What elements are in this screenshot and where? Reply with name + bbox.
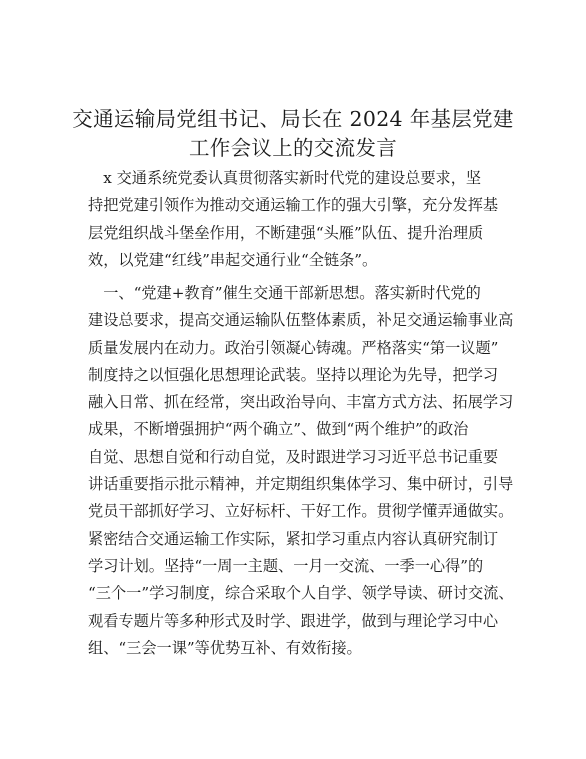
text-line: 观看专题片等多种形式及时学、跟进学，做到与理论学习中心 <box>88 611 499 630</box>
text-line: “三个一”学习制度，综合采取个人自学、领学导读、研讨交流、 <box>88 584 514 603</box>
text-line: 学习计划。坚持“一周一主题、一月一交流、一季一心得”的 <box>88 556 484 575</box>
paragraph-section-1 <box>88 280 514 662</box>
text-line: 效，以党建“红线”串起交通行业“全链条”。 <box>88 250 378 269</box>
text-line: 持把党建引领作为推动交通运输工作的强大引擎，充分发挥基 <box>88 196 499 215</box>
text-line: 层党组织战斗堡垒作用，不断建强“头雁”队伍、提升治理质 <box>88 223 484 242</box>
text-line: 建设总要求，提高交通运输队伍整体素质，补足交通运输事业高 <box>88 311 514 330</box>
text-line: 党员干部抓好学习、立好标杆、干好工作。贯彻学懂弄通做实。 <box>88 502 514 521</box>
text-line: 成果，不断增强拥护“两个确立”、做到“两个维护”的政治 <box>88 420 469 439</box>
text-line: x 交通系统党委认真贯彻落实新时代党的建设总要求，坚 <box>88 169 482 187</box>
document-title-line-2: 工作会议上的交流发言 <box>189 136 397 160</box>
text-line: 融入日常、抓在经常，突出政治导向、丰富方式方法、拓展学习 <box>88 393 514 412</box>
text-line: 一、“党建+教育”催生交通干部新思想。落实新时代党的 <box>88 284 481 302</box>
text-line: 质量发展内在动力。政治引领凝心铸魂。严格落实“第一议题” <box>88 338 499 357</box>
document-title-line-1: 交通运输局党组书记、局长在 2024 年基层党建 <box>72 107 514 131</box>
paragraph-intro <box>88 165 498 274</box>
text-line: 制度持之以恒强化思想理论武装。坚持以理论为先导，把学习 <box>88 365 499 384</box>
text-line: 组、“三会一课”等优势互补、有效衔接。 <box>88 638 362 657</box>
text-line: 紧密结合交通运输工作实际，紧扣学习重点内容认真研究制订 <box>88 529 499 548</box>
text-line: 讲话重要指示批示精神，并定期组织集体学习、集中研讨，引导 <box>88 475 514 494</box>
text-line: 自觉、思想自觉和行动自觉，及时跟进学习习近平总书记重要 <box>88 447 499 466</box>
